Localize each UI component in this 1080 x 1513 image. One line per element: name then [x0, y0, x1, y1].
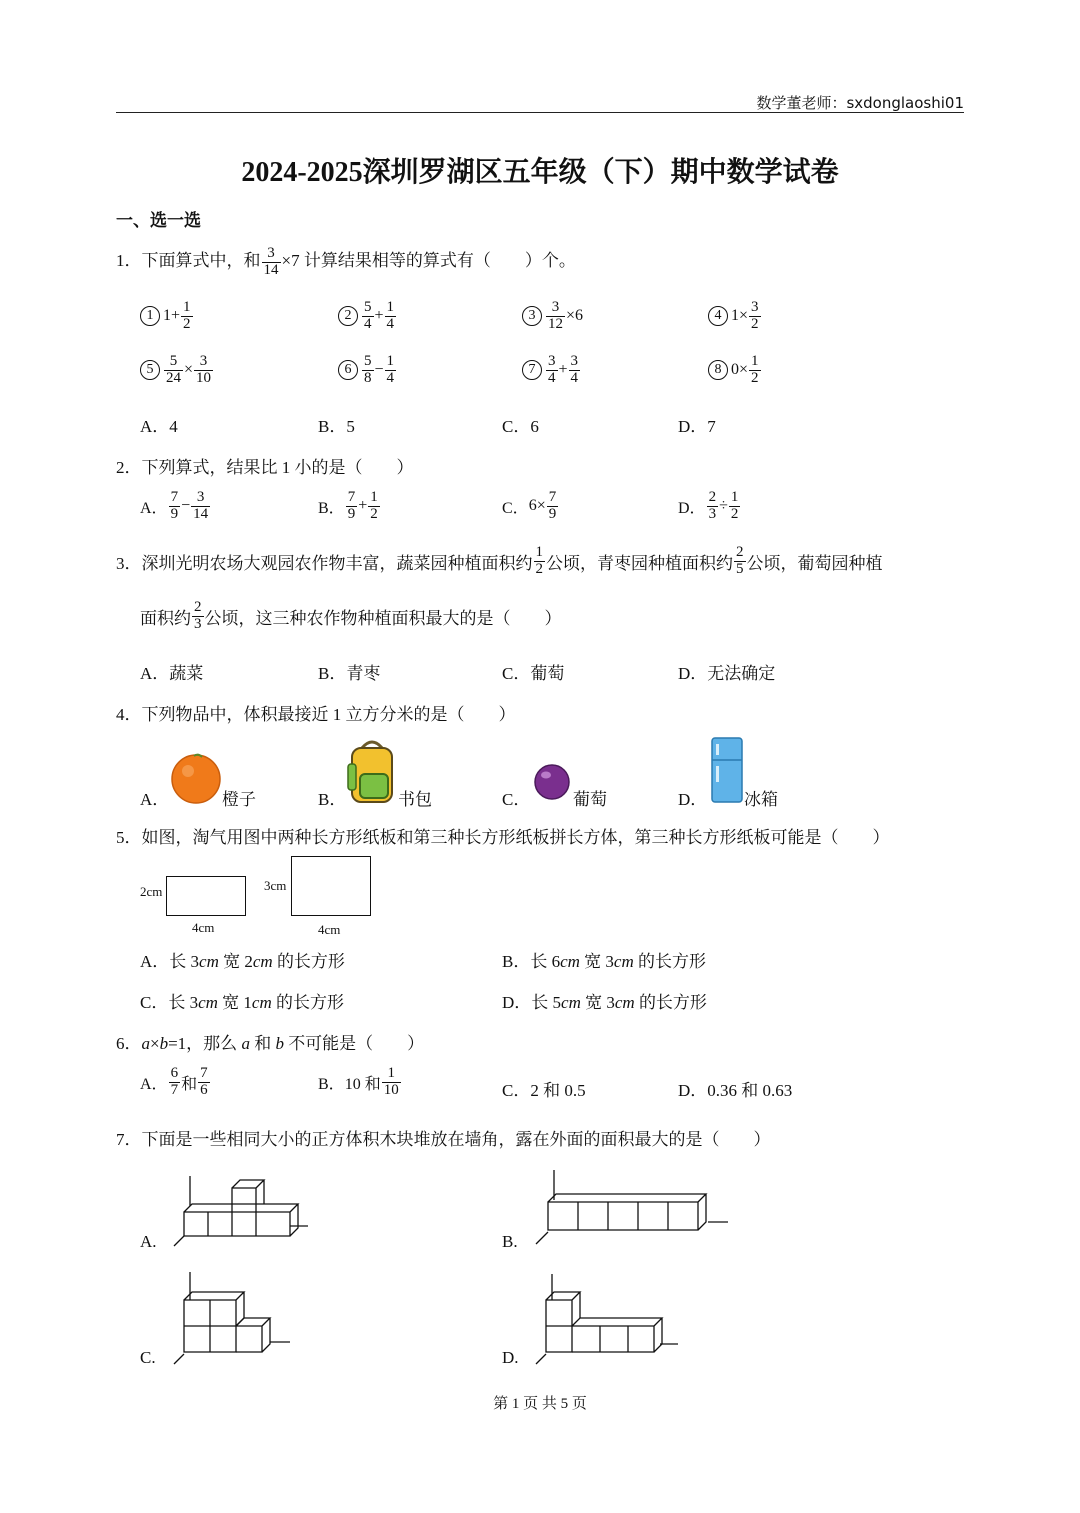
q1-option-b[interactable]: B．5	[318, 417, 355, 436]
q1-pre: 下面算式中，和	[141, 251, 261, 271]
question-1	[116, 246, 576, 279]
q1-item-7: 7 $\frac{3}{4}$ + $\frac{3}{4}$	[522, 354, 581, 387]
q4-option-a-name: 橙子	[222, 790, 256, 809]
q4-option-c-label[interactable]: C．	[502, 790, 531, 809]
q1-number: 1．	[116, 251, 142, 271]
page-title: 2024-2025深圳罗湖区五年级（下）期中数学试卷	[241, 157, 839, 188]
section-title: 一、选一选	[116, 211, 201, 230]
q4-option-b-label[interactable]: B．	[318, 790, 347, 809]
q7-option-b-label[interactable]: B.	[502, 1232, 518, 1251]
q7-option-d-label[interactable]: D.	[502, 1348, 519, 1367]
q2-option-c[interactable]: C． 6× $\frac{7}{9}$	[502, 489, 557, 522]
q2-option-a[interactable]: A． $\frac{7}{9}$ − $\frac{3}{14}$	[140, 489, 209, 522]
q3-option-d[interactable]: D．无法确定	[678, 664, 776, 683]
q1-item-8: 8 0× $\frac{1}{2}$	[708, 354, 762, 387]
q1-fraction: $\frac{3}{14}$	[263, 245, 279, 278]
page-footer: 第 1 页 共 5 页	[493, 1396, 587, 1412]
q6-option-b[interactable]: B． 10 和 $\frac{1}{10}$	[318, 1065, 399, 1098]
rect1-height-label: 2cm	[140, 884, 163, 899]
q1-item-6: 6 $\frac{5}{8}$ − $\frac{1}{4}$	[338, 354, 397, 387]
q7-option-a-label[interactable]: A.	[140, 1232, 157, 1251]
question-3-line-2: 面积约 $\frac{2}{3}$ 公顷，这三种农作物种植面积最大的是（ ）	[140, 599, 562, 632]
q7-figure-d	[532, 1272, 697, 1370]
q1-item-3: 3 $\frac{3}{12}$ ×6	[522, 300, 583, 333]
q6-option-c[interactable]: C．2 和 0.5	[502, 1081, 586, 1100]
q7-figure-a	[170, 1172, 315, 1252]
q1-item-2: 2 $\frac{5}{4}$ + $\frac{1}{4}$	[338, 300, 397, 333]
q4-option-d-name: 冰箱	[744, 790, 778, 809]
q2-option-b[interactable]: B． $\frac{7}{9}$ + $\frac{1}{2}$	[318, 489, 378, 522]
q1-option-a[interactable]: A．4	[140, 417, 178, 436]
question-5: 5．如图，淘气用图中两种长方形纸板和第三种长方形纸板拼长方体，第三种长方形纸板可能是（ ）	[116, 828, 890, 847]
question-4: 4．下列物品中，体积最接近 1 立方分米的是（ ）	[116, 705, 516, 724]
header-rule	[116, 112, 964, 113]
q6-option-d[interactable]: D．0.36 和 0.63	[678, 1081, 793, 1100]
q4-option-a-label[interactable]: A．	[140, 790, 170, 809]
rectangle-1	[166, 876, 246, 916]
q1-item-1: 1 1+ $\frac{1}{2}$	[140, 300, 194, 333]
q4-option-c-name: 葡萄	[573, 790, 607, 809]
q1-item-4: 4 1× $\frac{3}{2}$	[708, 300, 762, 333]
backpack-icon	[346, 738, 398, 806]
rect2-height-label: 3cm	[264, 878, 287, 893]
q4-option-d-label[interactable]: D．	[678, 790, 708, 809]
q2-option-d[interactable]: D． $\frac{2}{3}$ ÷ $\frac{1}{2}$	[678, 489, 739, 522]
q1-option-d[interactable]: D．7	[678, 417, 716, 436]
q3-option-c[interactable]: C．葡萄	[502, 664, 565, 683]
q5-option-c[interactable]: C．长 3cm 宽 1cm 的长方形	[140, 993, 344, 1012]
q7-figure-c	[170, 1270, 295, 1370]
rect2-width-label: 4cm	[318, 922, 341, 937]
q5-option-b[interactable]: B．长 6cm 宽 3cm 的长方形	[502, 952, 706, 971]
question-7: 7．下面是一些相同大小的正方体积木块堆放在墙角，露在外面的面积最大的是（ ）	[116, 1130, 771, 1149]
page-header: 数学董老师：sxdonglaoshi01	[756, 94, 964, 112]
question-2: 2．下列算式，结果比 1 小的是（ ）	[116, 458, 414, 477]
grape-icon	[532, 762, 572, 802]
question-6: 6．a×b=1，那么 a 和 b 不可能是（ ）	[116, 1034, 425, 1053]
q5-option-d[interactable]: D．长 5cm 宽 3cm 的长方形	[502, 993, 707, 1012]
question-3-line-1: 3．深圳光明农场大观园农作物丰富，蔬菜园种植面积约 $\frac{1}{2}$ 公顷，青枣园种植面积约 $\frac{2}{5}$ 公顷，葡萄园种植	[116, 544, 883, 577]
rect1-width-label: 4cm	[192, 920, 215, 935]
orange-icon	[170, 752, 222, 804]
q3-option-a[interactable]: A．蔬菜	[140, 664, 204, 683]
q7-figure-b	[532, 1166, 732, 1248]
q1-post: ×7 计算结果相等的算式有（ ）个。	[281, 251, 576, 271]
q1-option-c[interactable]: C．6	[502, 417, 539, 436]
q3-option-b[interactable]: B．青枣	[318, 664, 381, 683]
q7-option-c-label[interactable]: C.	[140, 1348, 156, 1367]
q6-option-a[interactable]: A． $\frac{6}{7}$ 和 $\frac{7}{6}$	[140, 1065, 208, 1098]
rectangle-2	[291, 856, 371, 916]
q4-option-b-name: 书包	[398, 790, 432, 809]
q1-item-5: 5 $\frac{5}{24}$ × $\frac{3}{10}$	[140, 354, 214, 387]
fridge-icon	[708, 736, 746, 804]
q5-option-a[interactable]: A．长 3cm 宽 2cm 的长方形	[140, 952, 345, 971]
